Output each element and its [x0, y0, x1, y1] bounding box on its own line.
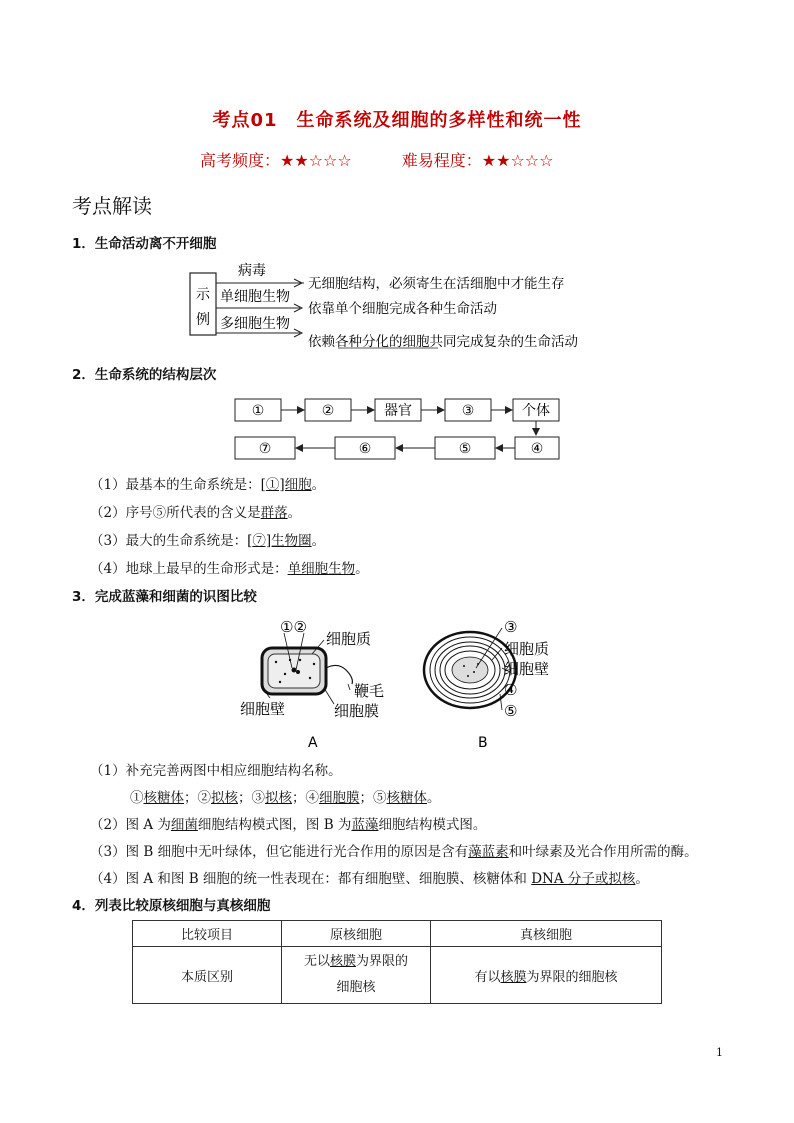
row-right-virus: 无细胞结构，必须寄生在活细胞中才能生存 — [308, 276, 565, 292]
row-left-unicellular: 单细胞生物 — [220, 289, 290, 305]
hierarchy-diagram — [230, 393, 570, 463]
s2-q1: （1）最基本的生命系统是：[①]细胞。 — [90, 477, 326, 493]
row-right-multicellular: 依赖各种分化的细胞共同完成复杂的生命活动 — [308, 334, 578, 350]
label-membrane-a: 细胞膜 — [334, 702, 380, 720]
caption-b: B — [478, 735, 488, 751]
label-cytoplasm-b: 细胞质 — [504, 640, 550, 658]
level-individual: 个体 — [522, 403, 550, 419]
level-6: ⑥ — [358, 441, 372, 457]
section-title: 考点解读 — [72, 194, 152, 218]
row-right-unicellular: 依靠单个细胞完成各种生命活动 — [308, 301, 497, 317]
figure-a-bacterium — [240, 618, 384, 751]
top-row — [235, 399, 559, 421]
level-3: ③ — [461, 403, 475, 419]
s2-q2: （2）序号⑤所代表的含义是群落。 — [90, 505, 302, 521]
s3-q4: （4）图 A 和图 B 细胞的统一性表现在：都有细胞壁、细胞膜、核糖体和 DNA 分子或拟核。 — [90, 871, 649, 887]
section-3-heading: 3．完成蓝藻和细菌的识图比较 — [72, 589, 257, 605]
level-7: ⑦ — [258, 441, 272, 457]
level-organ: 器官 — [384, 403, 412, 419]
life-activity-diagram — [180, 258, 640, 358]
header-eukaryote: 真核细胞 — [431, 921, 662, 947]
difficulty-stars: ★★☆☆☆ — [481, 151, 554, 170]
header-item: 比较项目 — [133, 921, 282, 947]
page-number: 1 — [716, 1046, 723, 1059]
caption-a: A — [308, 735, 318, 751]
label-3: ③ — [504, 618, 518, 636]
level-1: ① — [251, 403, 265, 419]
section-2-heading: 2．生命系统的结构层次 — [72, 367, 217, 383]
level-5: ⑤ — [458, 441, 472, 457]
section-1-heading: 1．生命活动离不开细胞 — [72, 236, 217, 252]
table-row — [133, 947, 662, 1004]
rating-line — [200, 148, 553, 171]
label-cell-wall-a: 细胞壁 — [240, 700, 286, 718]
s3-q3: （3）图 B 细胞中无叶绿体，但它能进行光合作用的原因是含有藻蓝素和叶绿素及光合作用所需的酶。 — [90, 844, 698, 860]
s2-q3: （3）最大的生命系统是：[⑦]生物圈。 — [90, 533, 326, 549]
comparison-table — [132, 920, 662, 1004]
difficulty-label: 难易程度： — [401, 151, 482, 170]
bottom-row — [235, 437, 559, 459]
page-title: 考点01 生命系统及细胞的多样性和统一性 — [212, 110, 582, 131]
cell-figures — [230, 612, 570, 757]
label-cytoplasm-a: 细胞质 — [326, 630, 372, 648]
eukaryote-cell: 有以核膜为界限的细胞核 — [431, 947, 662, 1004]
s2-q4: （4）地球上最早的生命形式是：单细胞生物。 — [90, 561, 369, 577]
label-5: ⑤ — [504, 702, 518, 720]
row-left-multicellular: 多细胞生物 — [220, 316, 290, 332]
label-flagellum: 鞭毛 — [354, 682, 385, 700]
frequency-stars: ★★☆☆☆ — [280, 151, 352, 170]
label-12: ①② — [280, 618, 307, 636]
prokaryote-cell: 无以核膜为界限的 细胞核 — [282, 947, 431, 1004]
section-4-heading: 4．列表比较原核细胞与真核细胞 — [72, 898, 271, 914]
figure-b-cyanobacterium — [424, 618, 549, 751]
table-header-row — [133, 921, 662, 947]
level-4: ④ — [530, 441, 544, 457]
frequency-label: 高考频度： — [200, 151, 281, 170]
label-4: ④ — [504, 681, 518, 699]
label-cell-wall-b: 细胞壁 — [504, 660, 550, 678]
s3-q1-answers: ①核糖体；②拟核；③拟核；④细胞膜；⑤核糖体。 — [130, 790, 441, 806]
row-left-virus: 病毒 — [238, 263, 266, 279]
bracket-char-2: 例 — [196, 312, 210, 328]
bracket-char-1: 示 — [196, 287, 210, 303]
s3-q1: （1）补充完善两图中相应细胞结构名称。 — [90, 763, 342, 779]
s3-q2: （2）图 A 为细菌细胞结构模式图，图 B 为蓝藻细胞结构模式图。 — [90, 817, 487, 833]
level-2: ② — [321, 403, 335, 419]
row-label: 本质区别 — [133, 947, 282, 1004]
header-prokaryote: 原核细胞 — [282, 921, 431, 947]
